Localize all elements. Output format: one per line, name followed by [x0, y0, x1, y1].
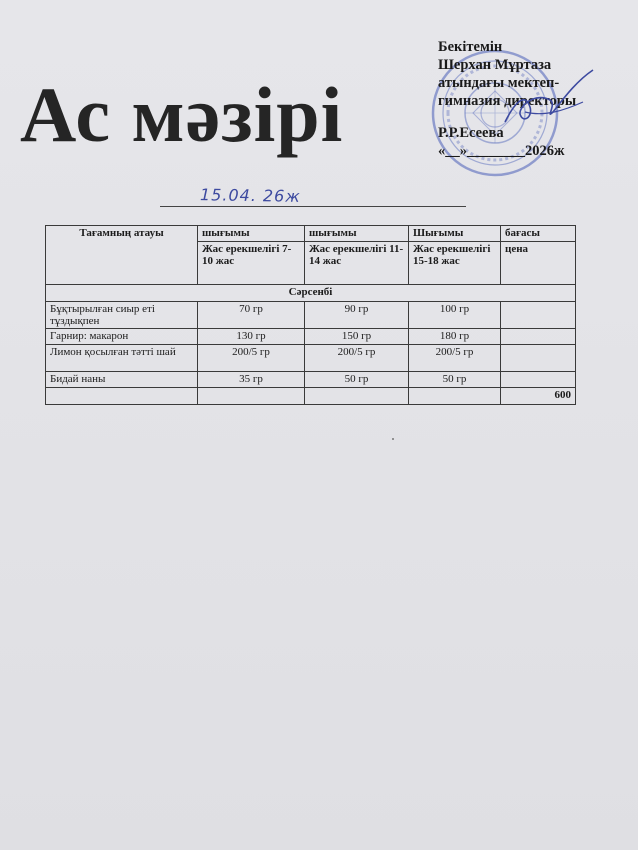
menu-table — [45, 225, 576, 405]
yield-11-14: 200/5 гр — [305, 345, 409, 372]
dish-price — [501, 345, 576, 372]
dish-price — [501, 302, 576, 329]
day-label: Сәрсенбі — [46, 285, 576, 302]
total-price: 600 — [501, 388, 576, 405]
yield-15-18: 100 гр — [409, 302, 501, 329]
yield-11-14: 150 гр — [305, 329, 409, 345]
header-row — [46, 226, 576, 242]
header-age-group: Жас ерекшелігі 11-14 жас — [305, 242, 409, 285]
signature — [495, 62, 600, 142]
dish-name: Бидай наны — [46, 372, 198, 388]
yield-7-10: 70 гр — [198, 302, 305, 329]
yield-11-14: 90 гр — [305, 302, 409, 329]
day-row — [46, 285, 576, 302]
approval-date: «__»________2026ж — [438, 143, 565, 159]
yield-7-10: 130 гр — [198, 329, 305, 345]
header-age-group: Жас ерекшелігі 15-18 жас — [409, 242, 501, 285]
header-yield: Шығымы — [409, 226, 501, 242]
date-underline — [160, 206, 466, 207]
header-price: бағасы — [501, 226, 576, 242]
header-yield: шығымы — [198, 226, 305, 242]
table-row — [46, 302, 576, 329]
paper-speck — [392, 438, 394, 440]
approval-line: Шерхан Мұртаза — [438, 57, 552, 73]
header-dish-name: Тағамның атауы — [46, 226, 198, 285]
dish-name: Бұқтырылған сиыр еті тұздықпен — [46, 302, 198, 329]
yield-11-14: 50 гр — [305, 372, 409, 388]
table-row — [46, 345, 576, 372]
table-row — [46, 372, 576, 388]
approval-line: атындағы мектеп- — [438, 75, 560, 91]
header-yield: шығымы — [305, 226, 409, 242]
yield-7-10: 35 гр — [198, 372, 305, 388]
handwritten-date: 15.04. 26ж — [199, 185, 301, 206]
total-row — [46, 388, 576, 405]
yield-15-18: 180 гр — [409, 329, 501, 345]
header-price-sub: цена — [501, 242, 576, 285]
dish-name: Гарнир: макарон — [46, 329, 198, 345]
header-age-group: Жас ерекшелігі 7-10 жас — [198, 242, 305, 285]
approval-line: Бекітемін — [438, 39, 503, 55]
table-row — [46, 329, 576, 345]
dish-price — [501, 372, 576, 388]
dish-name: Лимон қосылған тәтті шай — [46, 345, 198, 372]
yield-15-18: 200/5 гр — [409, 345, 501, 372]
page-title: Ас мәзірі — [20, 71, 344, 158]
dish-price — [501, 329, 576, 345]
approval-line: гимназия директоры — [438, 93, 577, 109]
yield-7-10: 200/5 гр — [198, 345, 305, 372]
director-name: Р.Р.Есеева — [438, 125, 504, 141]
yield-15-18: 50 гр — [409, 372, 501, 388]
